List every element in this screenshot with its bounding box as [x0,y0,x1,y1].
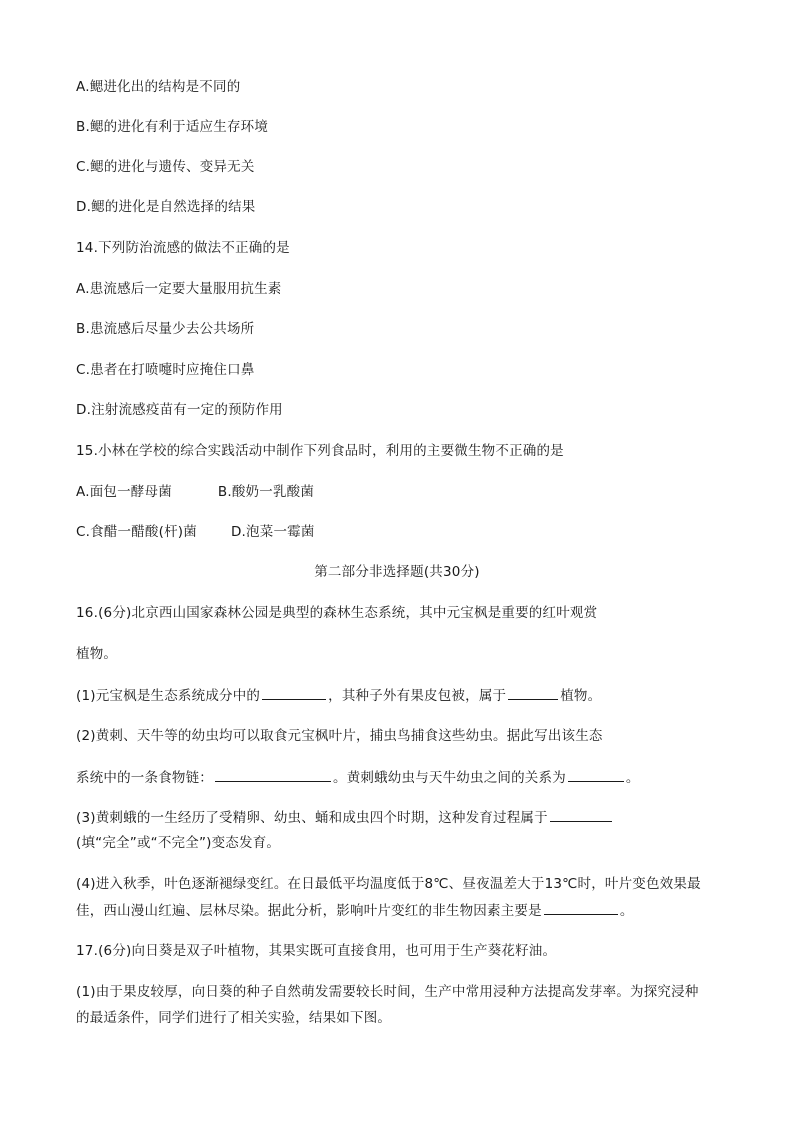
q16-part3-line1: (3)黄刺蛾的一生经历了受精卵、幼虫、蛹和成虫四个时期，这种发育过程属于 [76,808,614,827]
q13-option-b: B.鳃的进化有利于适应生存环境 [76,119,269,135]
q16-part3-line2: (填“完全”或“不完全”)变态发育。 [76,835,281,851]
answer-blank [550,808,612,822]
q16-stem-line1: 16.(6分)北京西山国家森林公园是典型的森林生态系统，其中元宝枫是重要的红叶观赏 [76,605,598,621]
q16-part1: (1)元宝枫是生态系统成分中的 ，其种子外有果皮包被，属于 植物。 [76,688,602,704]
q13-option-c: C.鳃的进化与遗传、变异无关 [76,159,255,175]
answer-blank [262,686,326,700]
q17-part1-line2: 的最适条件，同学们进行了相关实验，结果如下图。 [76,1010,392,1026]
q15-stem: 15.小林在学校的综合实践活动中制作下列食品时，利用的主要微生物不正确的是 [76,443,564,459]
q14-option-a: A.患流感后一定要大量服用抗生素 [76,281,282,297]
q16-stem-line2: 植物。 [76,646,118,662]
q15-options-row1 [76,483,314,501]
q13-option-d: D.鳃的进化是自然选择的结果 [76,199,256,215]
q16-part2-line1: (2)黄刺、天牛等的幼虫均可以取食元宝枫叶片，捕虫鸟捕食这些幼虫。据此写出该生态 [76,728,603,744]
q15-option-c: C.食醋一醋酸(杆)菌 [76,524,197,540]
q16-part4-line1: (4)进入秋季，叶色逐渐褪绿变红。在日最低平均温度低于8℃、昼夜温差大于13℃时，叶片变色效果最 [76,876,701,892]
q13-option-a: A.鳃进化出的结构是不同的 [76,79,241,95]
answer-blank [544,901,618,915]
q15-option-d: D.泡菜一霉菌 [230,524,315,540]
q16-part2-line2: 系统中的一条食物链： 。黄刺蛾幼虫与天牛幼虫之间的关系为 。 [76,770,640,786]
q16-part4-line2: 佳，西山漫山红遍、层林尽染。据此分析，影响叶片变红的非生物因素主要是 。 [76,903,634,919]
q15-option-b: B.酸奶一乳酸菌 [217,484,315,500]
q14-option-c: C.患者在打喷嚏时应掩住口鼻 [76,362,255,378]
q14-stem: 14.下列防治流感的做法不正确的是 [76,240,290,256]
q14-option-d: D.注射流感疫苗有一定的预防作用 [76,402,283,418]
section2-title: 第二部分非选择题(共30分) [314,564,480,580]
q15-option-a: A.面包一酵母菌 [76,484,172,500]
q17-part1-line1: (1)由于果皮较厚，向日葵的种子自然萌发需要较长时间，生产中常用浸种方法提高发芽率。为探究浸种 [76,984,699,1000]
q15-options-row2 [76,523,315,541]
answer-blank [215,768,331,782]
q14-option-b: B.患流感后尽量少去公共场所 [76,321,255,337]
answer-blank [508,686,558,700]
answer-blank [568,768,624,782]
q17-stem: 17.(6分)向日葵是双子叶植物，其果实既可直接食用，也可用于生产葵花籽油。 [76,943,557,959]
